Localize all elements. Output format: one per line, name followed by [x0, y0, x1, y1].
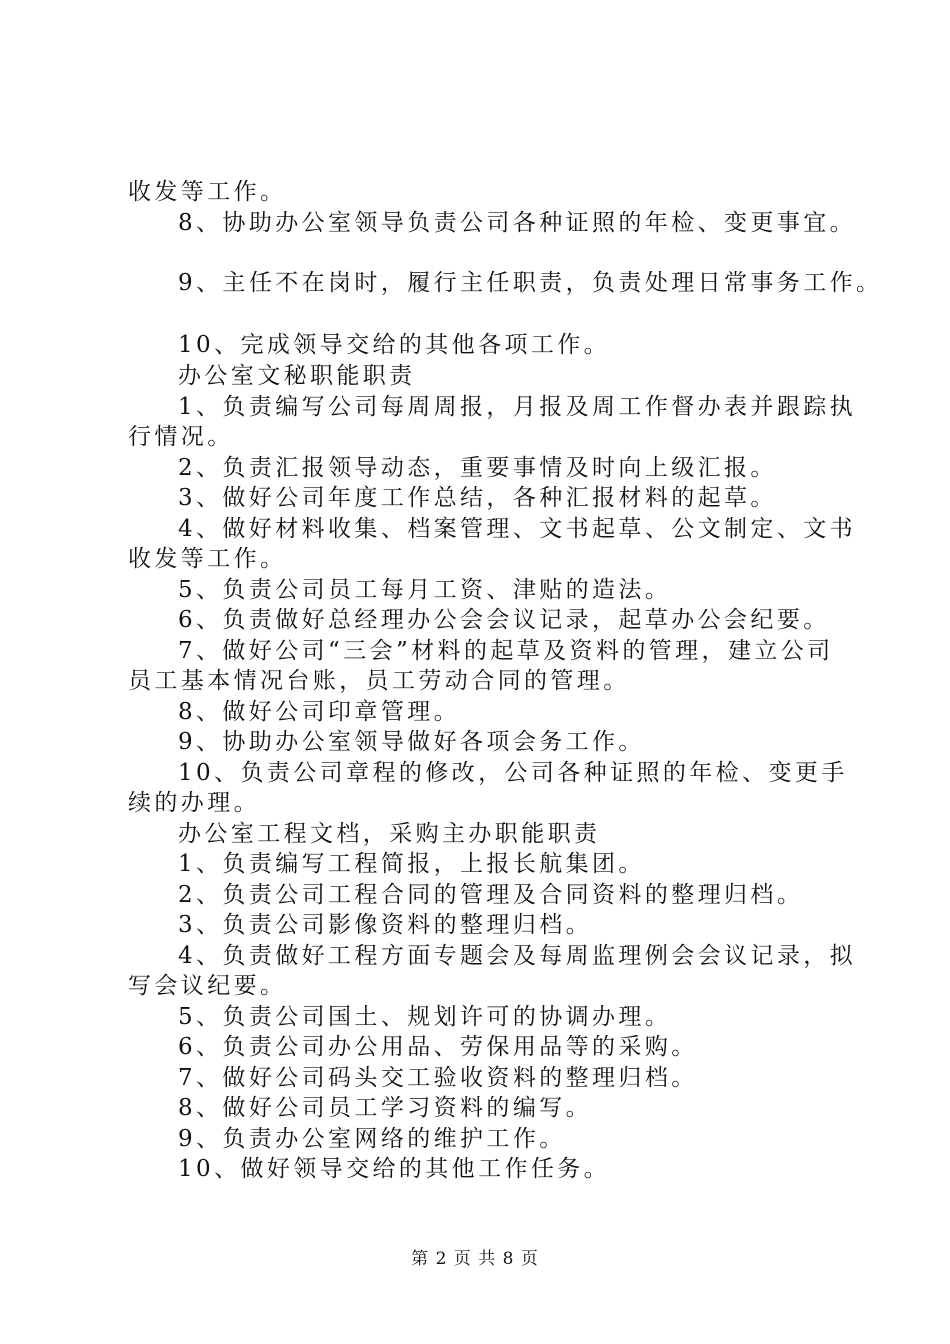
text-line: 员工基本情况台账，员工劳动合同的管理。 — [128, 668, 630, 694]
text-line: 9、负责办公室网络的维护工作。 — [178, 1126, 566, 1152]
text-line: 4、负责做好工程方面专题会及每周监理例会会议记录，拟 — [178, 943, 857, 969]
text-line: 1、负责编写工程简报，上报长航集团。 — [178, 851, 645, 877]
text-line: 10、完成领导交给的其他各项工作。 — [178, 332, 611, 358]
text-line: 6、负责公司办公用品、劳保用品等的采购。 — [178, 1034, 698, 1060]
text-line: 8、做好公司员工学习资料的编写。 — [178, 1095, 593, 1121]
text-line: 7、做好公司“三会”材料的起草及资料的管理，建立公司 — [178, 638, 834, 664]
text-line: 续的办理。 — [128, 790, 260, 816]
text-line: 9、主任不在岗时，履行主任职责，负责处理日常事务工作。 — [178, 270, 883, 296]
text-line: 行情况。 — [128, 424, 234, 450]
text-line: 9、协助办公室领导做好各项会务工作。 — [178, 729, 645, 755]
text-line: 4、做好材料收集、档案管理、文书起草、公文制定、文书 — [178, 516, 857, 542]
text-line: 10、做好领导交给的其他工作任务。 — [178, 1156, 611, 1182]
text-line: 6、负责做好总经理办公会会议记录，起草办公会纪要。 — [178, 607, 830, 633]
text-line: 8、协助办公室领导负责公司各种证照的年检、变更事宜。 — [178, 210, 857, 236]
text-line: 5、负责公司国土、规划许可的协调办理。 — [178, 1004, 672, 1030]
text-line: 10、负责公司章程的修改，公司各种证照的年检、变更手 — [178, 760, 848, 786]
text-line: 7、做好公司码头交工验收资料的整理归档。 — [178, 1065, 698, 1091]
text-line: 1、负责编写公司每周周报，月报及周工作督办表并跟踪执 — [178, 394, 857, 420]
text-line: 3、做好公司年度工作总结，各种汇报材料的起草。 — [178, 485, 777, 511]
text-line: 写会议纪要。 — [128, 973, 287, 999]
text-line: 收发等工作。 — [128, 179, 287, 205]
text-line: 8、做好公司印章管理。 — [178, 699, 461, 725]
section-heading: 办公室工程文档，采购主办职能职责 — [178, 821, 601, 847]
text-line: 2、负责公司工程合同的管理及合同资料的整理归档。 — [178, 882, 804, 908]
section-heading: 办公室文秘职能职责 — [178, 363, 416, 389]
page-number-footer: 第 2 页 共 8 页 — [411, 1249, 539, 1269]
text-line: 5、负责公司员工每月工资、津贴的造法。 — [178, 577, 672, 603]
text-line: 2、负责汇报领导动态，重要事情及时向上级汇报。 — [178, 455, 777, 481]
text-line: 3、负责公司影像资料的整理归档。 — [178, 912, 593, 938]
text-line: 收发等工作。 — [128, 546, 287, 572]
